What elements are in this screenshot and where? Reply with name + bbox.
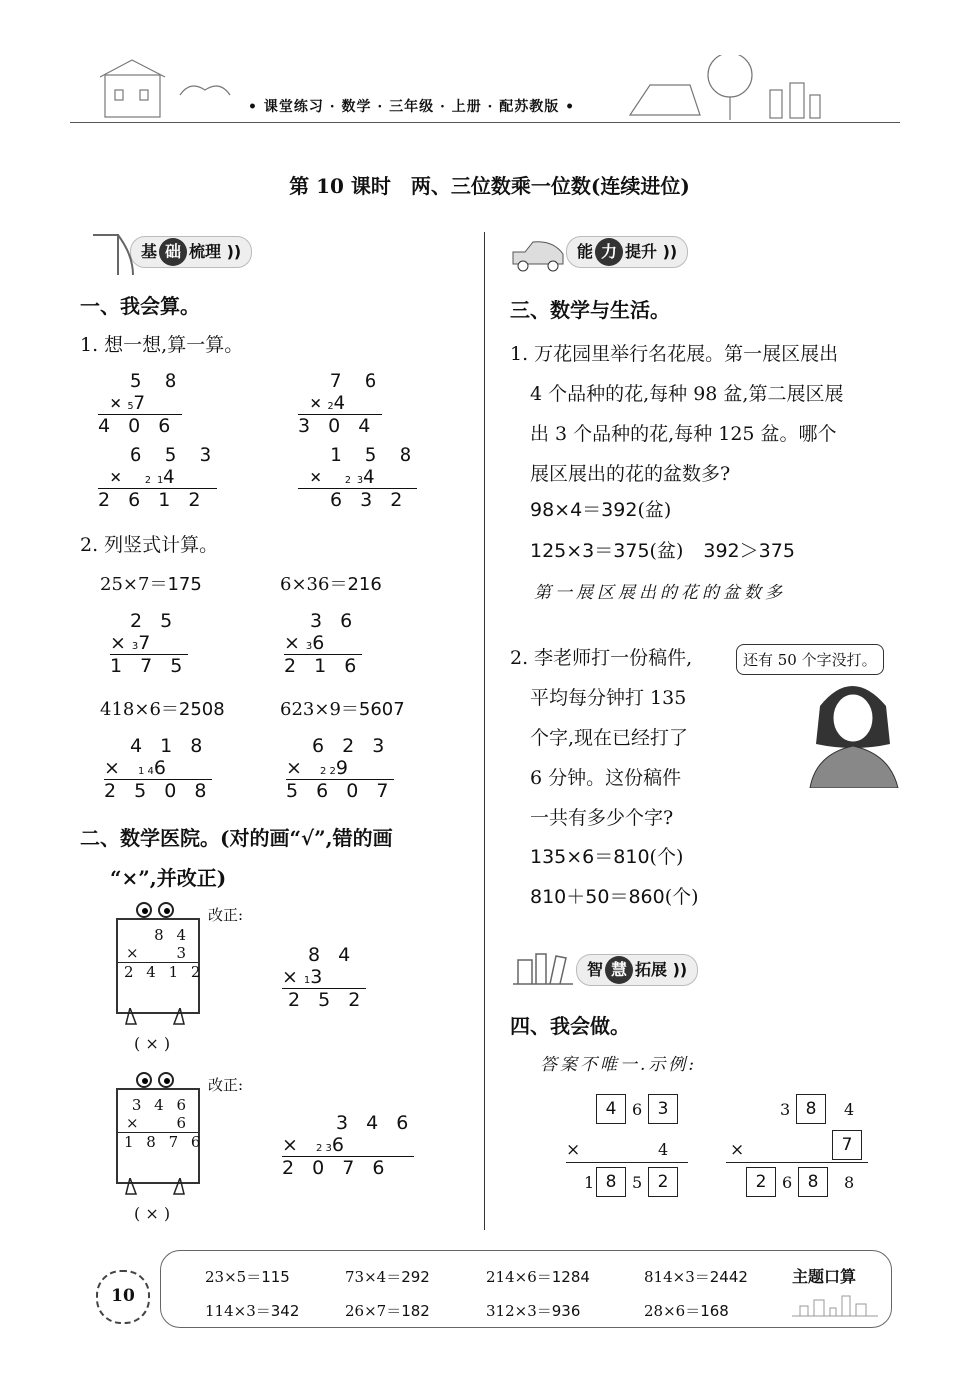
calc-3-mul: × xyxy=(110,466,128,488)
p2-ans2-unit: (个) xyxy=(664,886,699,908)
fix1-mul: × xyxy=(282,966,304,988)
section-1-title: 一、我会算。 xyxy=(80,294,200,318)
p1-answer-2 xyxy=(530,536,795,563)
series-header: • 课堂练习 · 数学 · 三年级 · 上册 · 配苏教版 • xyxy=(248,99,576,115)
vert-4-mul: × xyxy=(286,757,308,779)
p2-ans1-eq: 135×6＝810 xyxy=(530,846,650,868)
puzzle2-mul: × xyxy=(730,1140,745,1160)
p1-line-4: 展区展出的花的盆数多? xyxy=(530,463,731,485)
fix-label-1: 改正: xyxy=(208,906,244,924)
fix-label-2: 改正: xyxy=(208,1076,244,1094)
mm-4-p: 814×3＝ xyxy=(644,1268,710,1286)
calc-4-carry: 2 3 xyxy=(344,475,363,486)
mm-8-a: 168 xyxy=(700,1302,729,1320)
speech-bubble: 还有 50 个字没打。 xyxy=(736,644,884,675)
mm-1 xyxy=(205,1266,290,1287)
calc-2-digit: 4 xyxy=(333,392,351,414)
p1-ans1-eq: 98×4＝392 xyxy=(530,499,638,521)
puzzle2-res-box-2: 8 xyxy=(798,1167,828,1197)
p1-ans2-unit: (盆) xyxy=(649,540,684,562)
calc-3-carry: 2 1 xyxy=(144,475,163,486)
puzzle2-box-digit: 7 xyxy=(832,1130,862,1160)
mm-1-a: 115 xyxy=(261,1268,290,1286)
vert-2-result: 2 1 6 xyxy=(284,655,363,677)
mm-4 xyxy=(644,1266,748,1287)
doc1-mark: ( × ) xyxy=(134,1034,171,1053)
mm-3-a: 1284 xyxy=(551,1268,590,1286)
badge-ability-c: 提升 xyxy=(625,242,658,261)
fix1-digit: 3 xyxy=(310,966,329,988)
mm-4-a: 2442 xyxy=(709,1268,748,1286)
fix1-top: 8 4 xyxy=(308,944,357,966)
badge-basic-a: 基 xyxy=(141,242,158,261)
vert-3-result: 2 5 0 8 xyxy=(104,780,213,802)
mental-math-label: 主题口算 xyxy=(792,1267,857,1286)
mm-6 xyxy=(345,1300,430,1321)
mm-7-a: 936 xyxy=(551,1302,581,1320)
column-divider xyxy=(484,232,485,1230)
slide-icon xyxy=(88,230,136,278)
badge-basic: 基 础 梳理 )) xyxy=(130,236,252,268)
mm-2 xyxy=(345,1266,430,1287)
doctor-feet-icon-2 xyxy=(120,1178,192,1200)
puzzle2-res-4: 8 xyxy=(844,1173,855,1192)
mm-8-p: 28×6＝ xyxy=(644,1302,701,1320)
eq-3-answer: 2508 xyxy=(178,699,225,720)
puzzle1-digit: 4 xyxy=(658,1140,669,1159)
p2-line-5: 一共有多少个字? xyxy=(530,807,674,829)
answer-note: 答案不唯一.示例: xyxy=(540,1055,698,1075)
calc-1-carry: 5 xyxy=(127,401,134,412)
doc2-mark: ( × ) xyxy=(134,1204,171,1223)
p2-answer-2 xyxy=(530,882,699,909)
q2-title: 2. 列竖式计算。 xyxy=(80,534,219,556)
badge-wisdom: 智 慧 拓展 )) xyxy=(576,954,698,986)
puzzle2-box-1: 8 xyxy=(796,1094,826,1124)
calc-1-mul: × xyxy=(110,392,128,414)
calc-1-result: 4 0 6 xyxy=(98,415,177,437)
calc-3-top: 6 5 3 xyxy=(130,444,218,466)
calc-2-top: 7 6 xyxy=(330,370,383,392)
fix2-mul: × xyxy=(282,1134,304,1156)
fix2-carry: 2 3 xyxy=(315,1143,332,1154)
calc-2 xyxy=(298,370,382,437)
p2-line-1: 2. 李老师打一份稿件, xyxy=(510,647,693,669)
calc-2-carry: 2 xyxy=(327,401,334,412)
calc-1 xyxy=(98,370,182,437)
puzzle1-res-3: 5 xyxy=(632,1173,643,1192)
mm-1-p: 23×5＝ xyxy=(205,1268,262,1286)
eq-2-problem: 6×36＝ xyxy=(280,574,348,595)
mm-3-p: 214×6＝ xyxy=(486,1268,552,1286)
vert-1-top: 2 5 xyxy=(130,610,179,632)
vert-1 xyxy=(110,610,188,677)
section-2-title-a: 二、数学医院。(对的画“√”,错的画 xyxy=(80,826,393,850)
vert-3-top: 4 1 8 xyxy=(130,735,209,757)
p2-line-4: 6 分钟。这份稿件 xyxy=(530,767,682,789)
puzzle2-res-2: 6 xyxy=(782,1173,793,1192)
eq-1-problem: 25×7＝ xyxy=(100,574,168,595)
mm-2-a: 292 xyxy=(401,1268,430,1286)
fix1-result: 2 5 2 xyxy=(288,989,367,1011)
puzzle-1 xyxy=(566,1094,688,1197)
doc1-top: 8 4 xyxy=(154,926,190,944)
lesson-title: 第 10 课时 两、三位数乘一位数(连续进位) xyxy=(289,174,690,198)
fix2-digit: 6 xyxy=(331,1134,350,1156)
fix2-top: 3 4 6 xyxy=(336,1112,415,1134)
mm-6-a: 182 xyxy=(401,1302,430,1320)
vert-2-mul: × xyxy=(284,632,306,654)
section-3-title: 三、数学与生活。 xyxy=(510,298,670,322)
badge-wisdom-c: 拓展 xyxy=(635,960,668,979)
vert-4-digit: 9 xyxy=(335,757,354,779)
badge-ability-a: 能 xyxy=(577,242,594,261)
fix2-result: 2 0 7 6 xyxy=(282,1157,391,1179)
p2-answer-1 xyxy=(530,842,683,869)
badge-ability-b: 力 xyxy=(595,238,623,266)
calc-3 xyxy=(98,444,217,511)
doc2-mul: × xyxy=(126,1114,143,1132)
section-4-title: 四、我会做。 xyxy=(510,1014,630,1038)
vert-1-digit: 7 xyxy=(138,632,157,654)
doctor-eyes-icon-2 xyxy=(128,1068,188,1090)
mm-5 xyxy=(205,1300,299,1321)
p1-conclusion: 第一展区展出的花的盆数多 xyxy=(534,583,786,603)
eq-1-answer: 175 xyxy=(167,574,202,595)
doc1-result: 2 4 1 2 xyxy=(124,963,205,981)
fix-1 xyxy=(282,944,366,1011)
header-rule xyxy=(70,122,900,123)
calc-1-digit: 7 xyxy=(133,392,151,414)
p2-ans1-unit: (个) xyxy=(649,846,684,868)
page-number: 10 xyxy=(96,1270,150,1324)
calc-2-result: 3 0 4 xyxy=(298,415,377,437)
eq-3 xyxy=(100,695,225,721)
books-icon xyxy=(508,944,578,990)
vert-2-carry: 3 xyxy=(305,641,313,652)
p1-ans2-eq: 125×3＝375 xyxy=(530,540,650,562)
calc-4-top: 1 5 8 xyxy=(330,444,418,466)
calc-4-result: 6 3 2 xyxy=(330,489,409,511)
calc-4 xyxy=(298,444,417,511)
vert-3-digit: 6 xyxy=(153,757,172,779)
p1-ans2-compare: 392＞375 xyxy=(703,540,795,562)
puzzle1-top-2: 6 xyxy=(632,1100,643,1119)
vert-4-result: 5 6 0 7 xyxy=(286,780,395,802)
badge-wisdom-a: 智 xyxy=(587,960,604,979)
mm-5-a: 342 xyxy=(270,1302,300,1320)
vert-2 xyxy=(284,610,362,677)
calc-3-digit: 4 xyxy=(162,466,181,488)
problem-2-text xyxy=(510,638,692,838)
mm-7 xyxy=(486,1300,580,1321)
calc-2-mul: × xyxy=(310,392,328,414)
eq-4 xyxy=(280,695,405,721)
puzzle2-top-3: 4 xyxy=(844,1100,855,1119)
puzzle2-res-box-1: 2 xyxy=(746,1167,776,1197)
mm-5-p: 114×3＝ xyxy=(205,1302,271,1320)
mm-2-p: 73×4＝ xyxy=(345,1268,402,1286)
p2-line-2: 平均每分钟打 135 xyxy=(530,687,687,709)
q1-title: 1. 想一想,算一算。 xyxy=(80,334,244,356)
vert-2-digit: 6 xyxy=(312,632,331,654)
p1-line-1: 1. 万花园里举行名花展。第一展区展出 xyxy=(510,343,839,365)
doc2-digit: 6 xyxy=(176,1114,190,1132)
p2-ans2-eq: 810＋50＝860 xyxy=(530,886,665,908)
puzzle1-box-1: 4 xyxy=(596,1094,626,1124)
vert-3-carry: 1 4 xyxy=(137,766,154,777)
puzzle2-top-1: 3 xyxy=(780,1100,791,1119)
skyline-icon xyxy=(790,1290,880,1318)
eq-3-problem: 418×6＝ xyxy=(100,699,179,720)
vert-4-top: 6 2 3 xyxy=(312,735,391,757)
vert-4-carry: 2 2 xyxy=(319,766,336,777)
fix1-carry: 1 xyxy=(303,975,311,986)
p2-line-3: 个字,现在已经打了 xyxy=(530,727,689,749)
puzzle1-res-box-2: 2 xyxy=(648,1167,678,1197)
puzzle1-res-1: 1 xyxy=(584,1173,595,1192)
doctor-eyes-icon xyxy=(128,898,188,920)
calc-1-top: 5 8 xyxy=(130,370,183,392)
vert-1-carry: 3 xyxy=(131,641,139,652)
eq-4-problem: 623×9＝ xyxy=(280,699,359,720)
vert-2-top: 3 6 xyxy=(310,610,359,632)
doc2-top: 3 4 6 xyxy=(131,1096,190,1114)
eq-1 xyxy=(100,570,202,596)
puzzle-2 xyxy=(726,1094,868,1197)
doctor-box-1 xyxy=(116,918,205,1014)
teacher-icon xyxy=(800,676,910,788)
vert-1-mul: × xyxy=(110,632,132,654)
mm-3 xyxy=(486,1266,590,1287)
mm-6-p: 26×7＝ xyxy=(345,1302,402,1320)
p1-ans1-unit: (盆) xyxy=(637,499,672,521)
badge-ability: 能 力 提升 )) xyxy=(566,236,688,268)
p1-line-2: 4 个品种的花,每种 98 盆,第二展区展 xyxy=(530,383,844,405)
vert-3 xyxy=(104,735,212,802)
puzzle1-box-2: 3 xyxy=(648,1094,678,1124)
problem-1-text xyxy=(510,334,843,494)
section-2-title-b: “×”,并改正) xyxy=(110,866,227,890)
eq-2 xyxy=(280,570,382,596)
doctor-box-2 xyxy=(116,1088,205,1184)
doc2-result: 1 8 7 6 xyxy=(124,1133,205,1151)
eq-2-answer: 216 xyxy=(347,574,382,595)
vert-1-result: 1 7 5 xyxy=(110,655,189,677)
calc-4-mul: × xyxy=(310,466,328,488)
badge-basic-b: 础 xyxy=(159,238,187,266)
doc1-digit: 3 xyxy=(176,944,190,962)
vert-3-mul: × xyxy=(104,757,126,779)
doc1-mul: × xyxy=(126,944,143,962)
badge-basic-c: 梳理 xyxy=(189,242,222,261)
calc-3-result: 2 6 1 2 xyxy=(98,489,207,511)
p1-answer-1 xyxy=(530,495,671,522)
fix-2 xyxy=(282,1112,414,1179)
doctor-feet-icon xyxy=(120,1008,192,1030)
puzzle1-mul: × xyxy=(566,1140,581,1160)
vert-4 xyxy=(286,735,394,802)
p1-line-3: 出 3 个品种的花,每种 125 盆。哪个 xyxy=(530,423,837,445)
puzzle1-res-box-1: 8 xyxy=(596,1167,626,1197)
eq-4-answer: 5607 xyxy=(358,699,405,720)
mm-7-p: 312×3＝ xyxy=(486,1302,552,1320)
calc-4-digit: 4 xyxy=(362,466,381,488)
badge-wisdom-b: 慧 xyxy=(605,956,633,984)
mm-8 xyxy=(644,1300,729,1321)
car-icon xyxy=(508,236,568,276)
